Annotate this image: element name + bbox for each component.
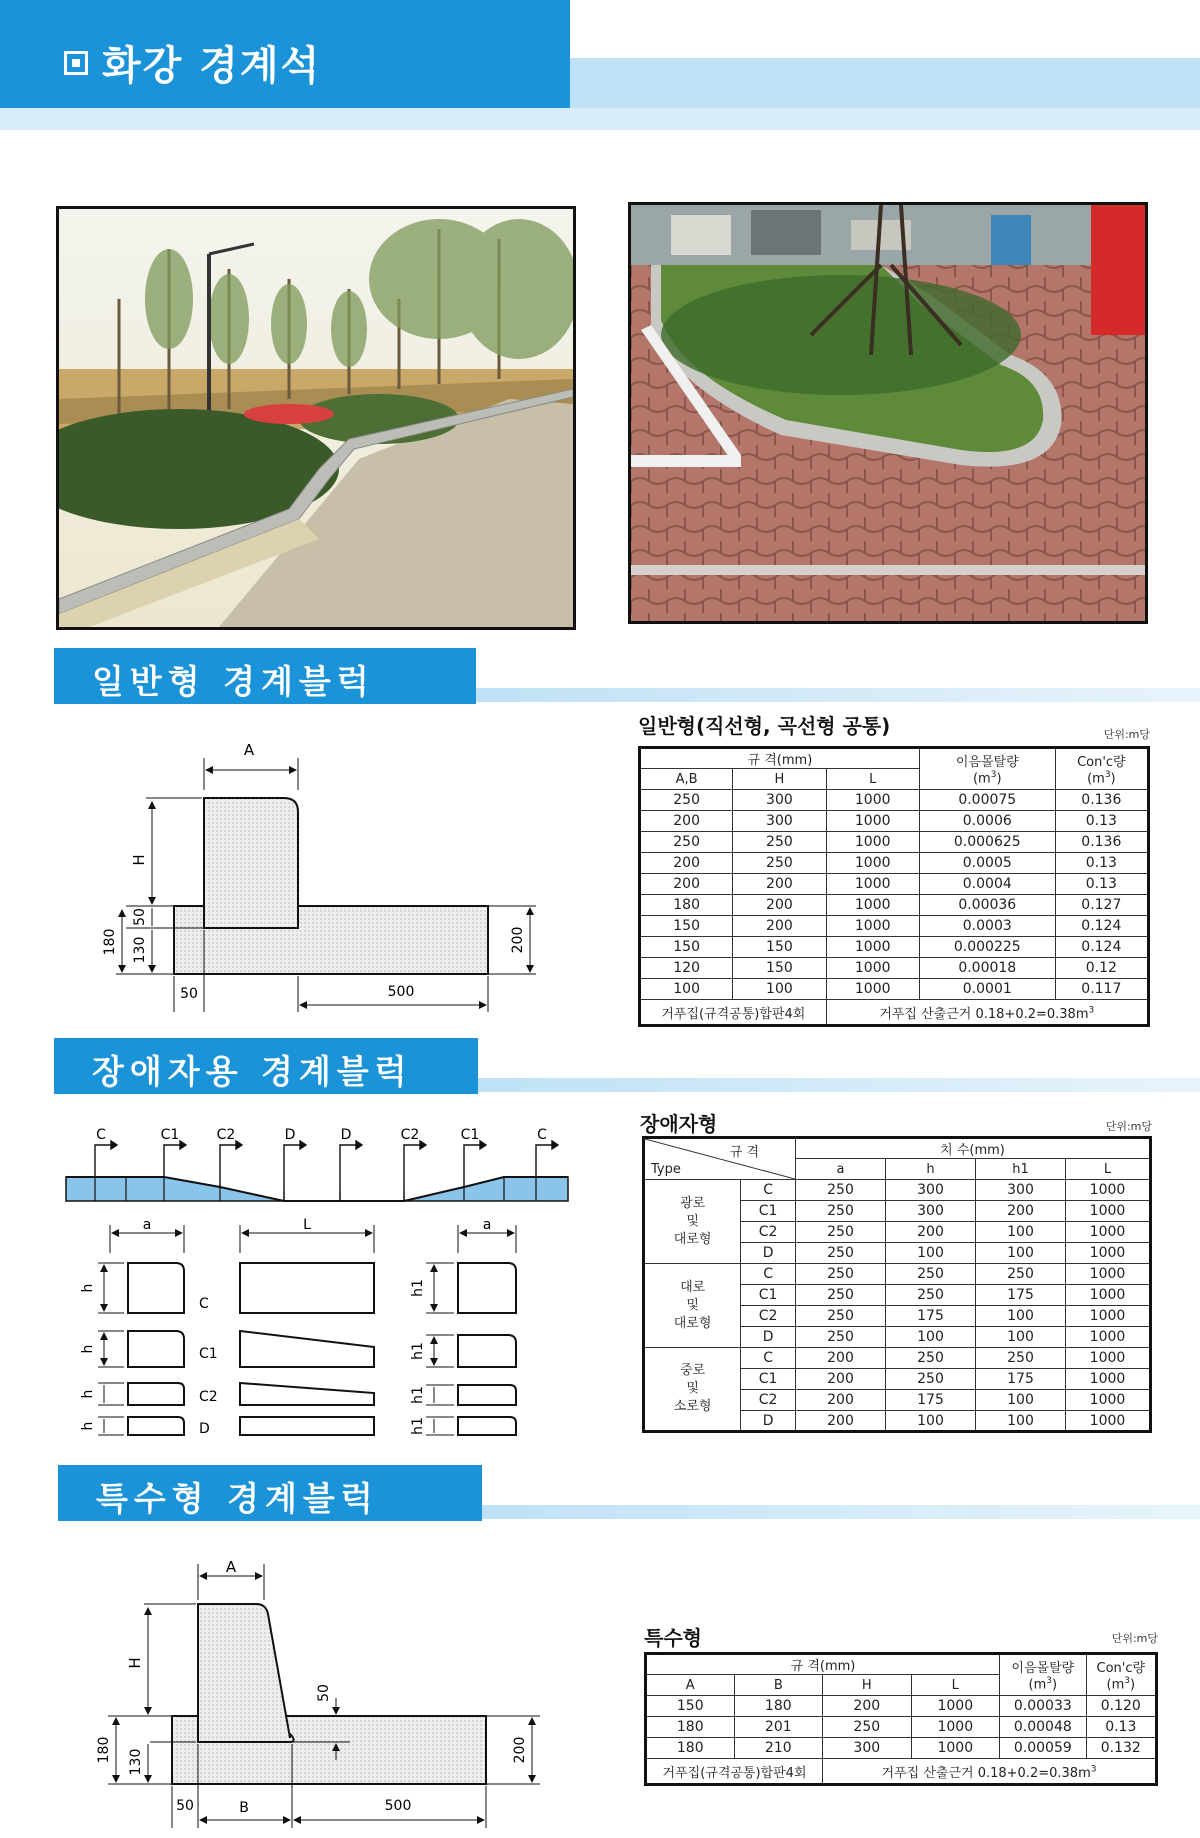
dim-label-50-horizontal: 50 — [176, 1798, 194, 1814]
note-right: 거푸집 산출근거 $0.18+0.2=0.38m^3$ — [823, 1759, 1157, 1785]
section-title-special: 특수형 경계블럭 — [96, 1479, 379, 1518]
table-cell: 100 — [976, 1306, 1066, 1327]
table-cell: 250 — [976, 1264, 1066, 1285]
disabled-table-title: 장애자형 — [640, 1112, 718, 1136]
table-cell: 0.12 — [1055, 958, 1148, 979]
flag-arrow-icon — [480, 1141, 486, 1149]
col-head-l: L — [826, 769, 919, 790]
table-cell: 175 — [886, 1306, 976, 1327]
section-flag — [164, 1145, 180, 1177]
table-cell: 180 — [646, 1717, 735, 1738]
table-cell: 0.13 — [1055, 853, 1148, 874]
table-cell: 250 — [976, 1348, 1066, 1369]
table-cell: 1000 — [1066, 1243, 1151, 1264]
dim-label-180: 180 — [96, 1736, 112, 1764]
table-cell: 0.127 — [1055, 895, 1148, 916]
table-cell: 1000 — [1066, 1411, 1151, 1432]
table-cell: 250 — [796, 1285, 886, 1306]
flag-arrow-icon — [552, 1141, 558, 1149]
table-row — [640, 916, 1149, 937]
dim-h1-c: h1 — [410, 1279, 426, 1297]
type-cell: D — [741, 1243, 796, 1264]
col-head-dim: 치 수(mm) — [796, 1138, 1151, 1159]
table-cell: 200 — [886, 1222, 976, 1243]
table-cell: 0.000225 — [919, 937, 1055, 958]
table-cell: 100 — [733, 979, 826, 1000]
table-cell: 1000 — [826, 790, 919, 811]
type-label-c2: C2 — [199, 1389, 218, 1405]
table-cell: 0.00075 — [919, 790, 1055, 811]
table-cell: 1000 — [1066, 1285, 1151, 1306]
dim-label-a: A — [225, 1558, 237, 1576]
table-cell: 100 — [976, 1327, 1066, 1348]
table-cell: 100 — [886, 1411, 976, 1432]
table-cell: 150 — [640, 937, 733, 958]
general-curb-diagram — [56, 730, 566, 1015]
table-cell: 300 — [733, 811, 826, 832]
col-head-h: H — [733, 769, 826, 790]
type-label-d: D — [199, 1421, 210, 1437]
table-cell: 0.000625 — [919, 832, 1055, 853]
section-flag — [404, 1145, 420, 1201]
section-flag — [536, 1145, 552, 1177]
flag-label: C1 — [160, 1127, 180, 1143]
note-left: 거푸집(규격공통)합판4회 — [646, 1759, 823, 1785]
type-label-c1: C1 — [199, 1346, 218, 1362]
table-cell: 1000 — [826, 979, 919, 1000]
table-cell: 200 — [640, 874, 733, 895]
col-head-h: h — [886, 1159, 976, 1180]
square-bullet-icon — [64, 51, 88, 75]
type-cell: C2 — [741, 1390, 796, 1411]
page-title-text: 화강 경계석 — [102, 43, 322, 89]
section-rule — [476, 688, 1200, 702]
dim-h-c1: h — [80, 1344, 96, 1354]
table-cell: 200 — [976, 1201, 1066, 1222]
table-cell: 1000 — [1066, 1201, 1151, 1222]
table-note-row — [640, 1000, 1149, 1026]
table-cell: 250 — [733, 853, 826, 874]
table-cell: 100 — [640, 979, 733, 1000]
table-cell: 0.124 — [1055, 937, 1148, 958]
dim-label-50-vertical: 50 — [316, 1684, 332, 1702]
general-table-title: 일반형(직선형, 곡선형 공통) — [638, 714, 891, 738]
table-cell: 1000 — [1066, 1306, 1151, 1327]
type-cell: C — [741, 1264, 796, 1285]
flag-label: C2 — [216, 1127, 236, 1143]
table-cell: 0.120 — [1086, 1696, 1156, 1717]
table-cell: 0.136 — [1055, 832, 1148, 853]
table-cell: 1000 — [826, 937, 919, 958]
dim-label-h: H — [130, 854, 148, 866]
table-cell: 1000 — [826, 832, 919, 853]
table-cell: 150 — [733, 958, 826, 979]
type-cell: C — [741, 1348, 796, 1369]
table-row — [640, 958, 1149, 979]
header-strip-light — [0, 108, 1200, 130]
col-head-joint: 이음몰탈량 $(m^3)$ — [1000, 1654, 1087, 1696]
flag-label: C2 — [400, 1127, 420, 1143]
photo-roadside-image — [59, 209, 573, 627]
table-cell: 100 — [976, 1243, 1066, 1264]
disabled-table-unit: 단위:m당 — [1105, 1120, 1152, 1133]
table-row — [644, 1180, 1151, 1201]
type-cell: D — [741, 1327, 796, 1348]
group-name-cell: 중로 및 소로형 — [644, 1348, 741, 1432]
type-cell: C2 — [741, 1306, 796, 1327]
type-cell: C — [741, 1180, 796, 1201]
group-name-cell: 광로 및 대로형 — [644, 1180, 741, 1264]
table-cell: 0.0005 — [919, 853, 1055, 874]
table-cell: 0.136 — [1055, 790, 1148, 811]
table-cell: 1000 — [1066, 1327, 1151, 1348]
type-cell: C1 — [741, 1201, 796, 1222]
dim-label-b: B — [239, 1800, 249, 1816]
table-cell: 201 — [734, 1717, 823, 1738]
table-cell: 250 — [796, 1243, 886, 1264]
table-cell: 1000 — [1066, 1180, 1151, 1201]
flag-arrow-icon — [356, 1141, 362, 1149]
col-head-joint: 이음몰탈량 $(m^3)$ — [919, 748, 1055, 790]
special-spec-table — [644, 1652, 1158, 1786]
section-flag — [340, 1145, 356, 1201]
dim-h1-d: h1 — [410, 1417, 426, 1435]
table-row — [644, 1348, 1151, 1369]
type-cell: D — [741, 1411, 796, 1432]
table-cell: 200 — [640, 853, 733, 874]
type-cell: C2 — [741, 1222, 796, 1243]
table-row — [640, 895, 1149, 916]
table-cell: 300 — [733, 790, 826, 811]
table-cell: 0.00059 — [1000, 1738, 1087, 1759]
dim-label-500: 500 — [387, 984, 415, 1000]
flag-arrow-icon — [236, 1141, 242, 1149]
table-cell: 150 — [640, 916, 733, 937]
dim-h1-c2: h1 — [410, 1386, 426, 1404]
special-table-title: 특수형 — [644, 1626, 702, 1650]
table-row — [644, 1264, 1151, 1285]
table-cell: 175 — [976, 1369, 1066, 1390]
table-cell: 0.00018 — [919, 958, 1055, 979]
table-cell: 175 — [976, 1285, 1066, 1306]
table-row — [646, 1717, 1157, 1738]
special-curb-diagram — [60, 1548, 580, 1838]
table-cell: 1000 — [1066, 1222, 1151, 1243]
table-cell: 300 — [823, 1738, 912, 1759]
table-cell: 250 — [886, 1348, 976, 1369]
table-cell: 210 — [734, 1738, 823, 1759]
table-cell: 250 — [823, 1717, 912, 1738]
table-cell: 1000 — [1066, 1369, 1151, 1390]
table-cell: 1000 — [826, 916, 919, 937]
photo-island-image — [631, 205, 1145, 621]
flag-arrow-icon — [420, 1141, 426, 1149]
section-flag — [464, 1145, 480, 1187]
dim-label-130: 130 — [128, 1748, 144, 1776]
col-head-spec: 규 격(mm) — [640, 748, 920, 769]
table-cell: 200 — [796, 1390, 886, 1411]
table-cell: 250 — [640, 790, 733, 811]
section-title-disabled: 장애자용 경계블럭 — [92, 1052, 413, 1091]
flag-label: C1 — [460, 1127, 480, 1143]
section-flag — [284, 1145, 300, 1201]
page-title — [64, 34, 321, 91]
dim-label-200: 200 — [512, 1736, 528, 1764]
section-rule — [482, 1505, 1200, 1519]
dim-label-200: 200 — [510, 926, 526, 954]
dim-label-a-right: a — [482, 1217, 492, 1233]
table-cell: 0.0003 — [919, 916, 1055, 937]
table-cell: 200 — [823, 1696, 912, 1717]
table-cell: 100 — [976, 1390, 1066, 1411]
table-cell: 1000 — [826, 958, 919, 979]
table-cell: 0.0004 — [919, 874, 1055, 895]
general-spec-table — [638, 746, 1150, 1027]
group-name-cell: 대로 및 대로형 — [644, 1264, 741, 1348]
note-left: 거푸집(규격공통)합판4회 — [640, 1000, 827, 1026]
table-cell: 250 — [796, 1201, 886, 1222]
table-cell: 175 — [886, 1390, 976, 1411]
flag-label: D — [284, 1127, 296, 1143]
table-cell: 200 — [796, 1348, 886, 1369]
col-head-spec: 규 격(mm) — [646, 1654, 1000, 1675]
table-cell: 1000 — [911, 1696, 1000, 1717]
table-cell: 100 — [886, 1327, 976, 1348]
table-cell: 0.0001 — [919, 979, 1055, 1000]
table-cell: 1000 — [1066, 1390, 1151, 1411]
col-head-a: A — [646, 1675, 735, 1696]
table-cell: 0.00033 — [1000, 1696, 1087, 1717]
table-cell: 200 — [733, 895, 826, 916]
col-head-l: L — [1066, 1159, 1151, 1180]
table-cell: 150 — [733, 937, 826, 958]
dim-label-l: L — [303, 1217, 311, 1233]
table-cell: 0.117 — [1055, 979, 1148, 1000]
table-cell: 250 — [886, 1369, 976, 1390]
section-flag — [220, 1145, 236, 1187]
table-cell: 250 — [796, 1306, 886, 1327]
table-cell: 1000 — [826, 874, 919, 895]
flag-label: C — [537, 1127, 547, 1143]
note-right: 거푸집 산출근거 $0.18+0.2=0.38m^3$ — [826, 1000, 1148, 1026]
flag-label: C — [96, 1127, 106, 1143]
section-header-disabled — [54, 1038, 1200, 1094]
table-cell: 300 — [976, 1180, 1066, 1201]
type-label-c: C — [199, 1296, 209, 1312]
dim-label-50-vertical: 50 — [132, 908, 148, 926]
flag-arrow-icon — [300, 1141, 306, 1149]
table-cell: 250 — [886, 1264, 976, 1285]
table-cell: 1000 — [911, 1717, 1000, 1738]
table-cell: 1000 — [1066, 1348, 1151, 1369]
table-cell: 0.132 — [1086, 1738, 1156, 1759]
table-row — [646, 1696, 1157, 1717]
table-cell: 120 — [640, 958, 733, 979]
table-cell: 180 — [734, 1696, 823, 1717]
table-cell: 100 — [886, 1243, 976, 1264]
col-head-l: L — [911, 1675, 1000, 1696]
dim-label-h: H — [126, 1657, 144, 1669]
table-cell: 250 — [733, 832, 826, 853]
dim-label-180: 180 — [102, 928, 118, 956]
table-cell: 200 — [796, 1411, 886, 1432]
col-head-conc: Con'c량 $(m^3)$ — [1055, 748, 1148, 790]
table-cell: 300 — [886, 1201, 976, 1222]
table-cell: 1000 — [1066, 1264, 1151, 1285]
col-head-type-spec: 규 격 Type — [644, 1138, 796, 1180]
dim-h1-c1: h1 — [410, 1342, 426, 1360]
table-cell: 0.13 — [1086, 1717, 1156, 1738]
table-row — [640, 832, 1149, 853]
table-cell: 300 — [886, 1180, 976, 1201]
dim-label-50-horizontal: 50 — [180, 986, 198, 1002]
table-cell: 0.0006 — [919, 811, 1055, 832]
dim-h-c: h — [80, 1283, 96, 1293]
col-head-a: a — [796, 1159, 886, 1180]
table-cell: 0.00048 — [1000, 1717, 1087, 1738]
table-row — [640, 979, 1149, 1000]
dim-label-a: A — [243, 741, 255, 759]
dim-h-d: h — [80, 1421, 96, 1431]
table-cell: 200 — [733, 874, 826, 895]
dim-label-500: 500 — [384, 1798, 412, 1814]
table-cell: 150 — [646, 1696, 735, 1717]
col-head-conc: Con'c량 $(m^3)$ — [1086, 1654, 1156, 1696]
col-head-h1: h1 — [976, 1159, 1066, 1180]
col-head-b: B — [734, 1675, 823, 1696]
table-row — [646, 1738, 1157, 1759]
table-row — [640, 874, 1149, 895]
col-head-h: H — [823, 1675, 912, 1696]
table-cell: 0.00036 — [919, 895, 1055, 916]
table-cell: 1000 — [826, 853, 919, 874]
type-cell: C1 — [741, 1285, 796, 1306]
table-cell: 1000 — [826, 811, 919, 832]
disabled-curb-diagram — [64, 1125, 584, 1445]
col-head-ab: A,B — [640, 769, 733, 790]
table-cell: 250 — [796, 1180, 886, 1201]
table-cell: 250 — [796, 1222, 886, 1243]
table-cell: 100 — [976, 1222, 1066, 1243]
table-cell: 250 — [796, 1327, 886, 1348]
section-flag — [95, 1145, 111, 1177]
flag-label: D — [340, 1127, 352, 1143]
table-cell: 1000 — [826, 895, 919, 916]
table-note-row — [646, 1759, 1157, 1785]
flag-arrow-icon — [111, 1141, 117, 1149]
table-row — [640, 853, 1149, 874]
table-cell: 100 — [976, 1411, 1066, 1432]
table-cell: 0.124 — [1055, 916, 1148, 937]
flag-arrow-icon — [180, 1141, 186, 1149]
dim-label-130: 130 — [132, 936, 148, 964]
table-cell: 200 — [796, 1369, 886, 1390]
section-header-general — [54, 648, 1200, 704]
section-header-special — [58, 1465, 1200, 1521]
dim-label-a-left: a — [142, 1217, 152, 1233]
table-cell: 180 — [640, 895, 733, 916]
table-row — [640, 790, 1149, 811]
dim-h-c2: h — [80, 1389, 96, 1399]
table-cell: 200 — [640, 811, 733, 832]
table-cell: 1000 — [911, 1738, 1000, 1759]
section-rule — [478, 1078, 1200, 1092]
disabled-spec-table — [642, 1136, 1152, 1433]
table-cell: 250 — [640, 832, 733, 853]
special-table-unit: 단위:m당 — [1111, 1632, 1158, 1645]
table-cell: 180 — [646, 1738, 735, 1759]
photo-island-curb — [628, 202, 1148, 624]
table-cell: 0.13 — [1055, 811, 1148, 832]
table-cell: 0.13 — [1055, 874, 1148, 895]
table-row — [640, 811, 1149, 832]
table-cell: 200 — [733, 916, 826, 937]
table-row — [640, 937, 1149, 958]
table-cell: 250 — [886, 1285, 976, 1306]
type-cell: C1 — [741, 1369, 796, 1390]
section-title-general: 일반형 경계블럭 — [92, 662, 375, 701]
photo-roadside-curb — [56, 206, 576, 630]
general-table-unit: 단위:m당 — [1103, 728, 1150, 741]
table-cell: 250 — [796, 1264, 886, 1285]
